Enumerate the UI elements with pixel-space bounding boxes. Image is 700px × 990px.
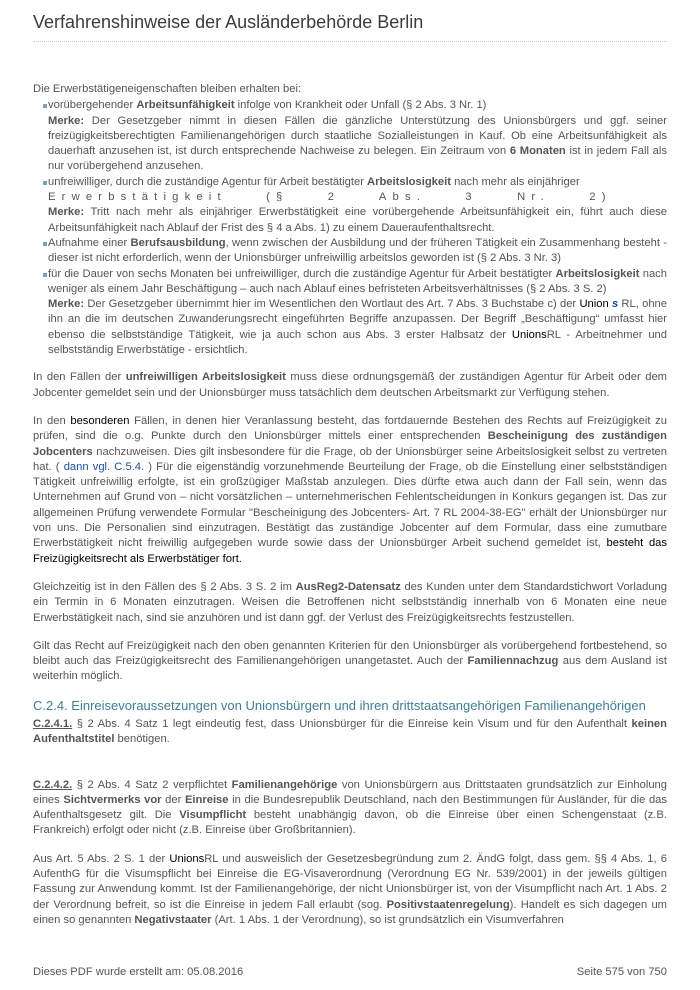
- list-item: vorübergehender Arbeitsunfähigkeit infolge von Krankheit oder Unfall (§ 2 Abs. 3 Nr. 1) Merke: Der Gesetzgeber nimmt in diesen Fällen die gänzliche Unterstützung des Unionsbürgers und ggf. seiner freizügigkeitsberechtigten Familienangehörigen durch staatliche Sozialleistungen in Kauf. Ob eine Arbeitsunfähigkeit als dauerhaft anzusehen ist, ist durch entsprechende Nachweise zu belegen. Ein Zeitraum von 6 Monaten ist in jedem Fall als nur vorübergehend anzusehen.: [33, 98, 667, 174]
- footer-created-date: Dieses PDF wurde erstellt am: 05.08.2016: [33, 966, 244, 978]
- document-body: [33, 82, 667, 928]
- paragraph-c241: C.2.4.1. § 2 Abs. 4 Satz 1 legt eindeutig fest, dass Unionsbürger für die Einreise kein Visum und für den Aufenthalt keinen Aufenthaltstitel benötigen.: [33, 717, 667, 746]
- list-item: unfreiwilliger, durch die zuständige Agentur für Arbeit bestätigter Arbeitslosigkeit nach mehr als einjähriger Erwerbstätigkeit (§ 2 Abs. 3 Nr. 2) Merke: Tritt nach mehr als einjähriger Erwerbstätigkeit eine vorübergehende Arbeitsunfähigkeit ein, führt auch diese Arbeitsunfähigkeit nach Ablauf der Frist des § 4 a Abs. 1) zu einem Daueraufenthaltsrecht.: [33, 175, 667, 236]
- cross-reference-link[interactable]: dann vgl. C.5.4.: [63, 460, 145, 473]
- paragraph-ausreg: Gleichzeitig ist in den Fällen des § 2 Abs. 3 S. 2 im AusReg2-Datensatz des Kunden unter dem Standardstichwort Vorladung ein Termin in 6 Monaten einzutragen. Weisen die Betroffenen nicht selbstständig innerhalb von 6 Monaten eine neue Erwerbstätigkeit nach, sind sie anzuhören und ist dann ggf. der Verlust des Freizügigkeitsrechts festzustellen.: [33, 580, 667, 624]
- paragraph-c242: C.2.4.2. § 2 Abs. 4 Satz 2 verpflichtet Familienangehörige von Unionsbürgern aus Drittstaaten grundsätzlich zur Einholung eines Sichtvermerks vor der Einreise in die Bundesrepublik Deutschland, nach den Bestimmungen für Ausländer, für die das Aufenthaltsgesetz gilt. Die Visumpflicht besteht unabhängig davon, ob die Einreise über einen Schengenstaat (z.B. Frankreich) erfolgt oder nicht (z.B. Einreise über Großbritannien).: [33, 778, 667, 837]
- section-heading: C.2.4. Einreisevoraussetzungen von Unionsbürgern und ihren drittstaatsangehörigen Familienangehörigen: [33, 697, 646, 713]
- page-footer: [33, 966, 667, 978]
- footer-page-number: Seite 575 von 750: [576, 966, 667, 978]
- paragraph-visaverordnung: Aus Art. 5 Abs. 2 S. 1 der UnionsRL und ausweislich der Gesetzesbegründung zum 2. ÄndG folgt, dass gem. §§ 4 Abs. 1, 6 AufenthG für die Visumspflicht bei Einreise die EG-Visaverordnung (Verordnung EG Nr. 539/2001) in der jeweils gültigen Fassung zur Anwendung kommt. Ist der Familienangehörige, der nicht Unionsbürger ist, von der Visumpflicht nach Art. 1 Abs. 2 der Verordnung befreit, so ist die Einreise in jedem Fall erlaubt (sog. Positivstaatenregelung). Handelt es sich dagegen um einen so genannten Negativstaater (Art. 1 Abs. 1 der Verordnung), so ist grundsätzlich ein Visumverfahren: [33, 852, 667, 926]
- intro-text: Die Erwerbstätigeneigenschaften bleiben erhalten bei:: [33, 83, 302, 95]
- paragraph-besondere-faelle: In den besonderen Fällen, in denen hier Veranlassung besteht, das fortdauernde Bestehen des Rechts auf Freizügigkeit zu prüfen, sind die o.g. Punkte durch den Unionsbürger mittels einer entsprechenden Bescheinigung des zuständigen Jobcenters nachzuweisen. Dies gilt insbesondere für die Frage, ob der Unionsbürger seine Arbeitslosigkeit selbst zu vertreten hat. ( dann vgl. C.5.4. ) Für die eigenständig vorzunehmende Beurteilung der Frage, ob die Einstellung einer selbstständigen Tätigkeit unfreiwillig erfolgte, ist ein großzügiger Maßstab anzulegen. Dies dürfte etwa auch dann der Fall sein, wenn das Unternehmen auf Grund von – nicht vorsätzlichen – unternehmerischen Fehlentscheidungen in Konkurs gegangen ist. Das zur allgemeinen Prüfung verwendete Formular "Bescheinigung des Jobcenters- Art. 7 RL 2004-38-EG" erhält der Unionsbürger nur von uns. Die Personalien sind einzutragen. Bestätigt das zuständige Jobcenter auf dem Formular, dass eine zumutbare Erwerbstätigkeit nicht freiwillig aufgegeben wurde sowie dass der Unionsbürger Arbeit suchend gemeldet ist, besteht das Freizügigkeitsrecht als Erwerbstätiger fort.: [33, 414, 667, 565]
- paragraph-unfreiwillig: In den Fällen der unfreiwilligen Arbeitslosigkeit muss diese ordnungsgemäß der zuständigen Agentur für Arbeit oder dem Jobcenter gemeldet sein und der Unionsbürger muss tatsächlich dem deutschen Arbeitsmarkt zur Verfügung stehen.: [33, 371, 667, 399]
- list-item: Aufnahme einer Berufsausbildung, wenn zwischen der Ausbildung und der früheren Tätigkeit ein Zusammenhang besteht - dieser ist nicht erforderlich, wenn der Unionsbürger unfreiwillig arbeitslos geworden ist (§ 2 Abs. 3 Nr. 3): [33, 236, 667, 267]
- paragraph-familiennachzug: Gilt das Recht auf Freizügigkeit nach den oben genannten Kriterien für den Unionsbürger als vorübergehend fortbestehend, so bleibt auch das Freizügigkeitsrecht des Familienangehörigen unangetastet. Auch der Familiennachzug aus dem Ausland ist weiterhin möglich.: [33, 639, 667, 683]
- criteria-list: [33, 98, 667, 358]
- page-header: [33, 12, 667, 42]
- header-title: Verfahrenshinweise der Ausländerbehörde Berlin: [33, 12, 424, 32]
- list-item: für die Dauer von sechs Monaten bei unfreiwilliger, durch die zuständige Agentur für Arbeit bestätigter Arbeitslosigkeit nach weniger als einem Jahr Beschäftigung – auch nach Ablauf eines befristeten Arbeitsverhältnisses (§ 2 Abs. 3 S. 2) Merke: Der Gesetzgeber übernimmt hier im Wesentlichen den Wortlaut des Art. 7 Abs. 3 Buchstabe c) der Union s RL, ohne ihn an die im deutschen Zuwanderungsrecht eingeführten Begriffe anzupassen. Der Begriff „Beschäftigung“ umfasst hier ebenso die selbstständige Tätigkeit, wie ja auch schon aus Abs. 3 erster Halbsatz der UnionsRL - Arbeitnehmer und selbstständig Erwerbstätige - ersichtlich.: [33, 267, 667, 359]
